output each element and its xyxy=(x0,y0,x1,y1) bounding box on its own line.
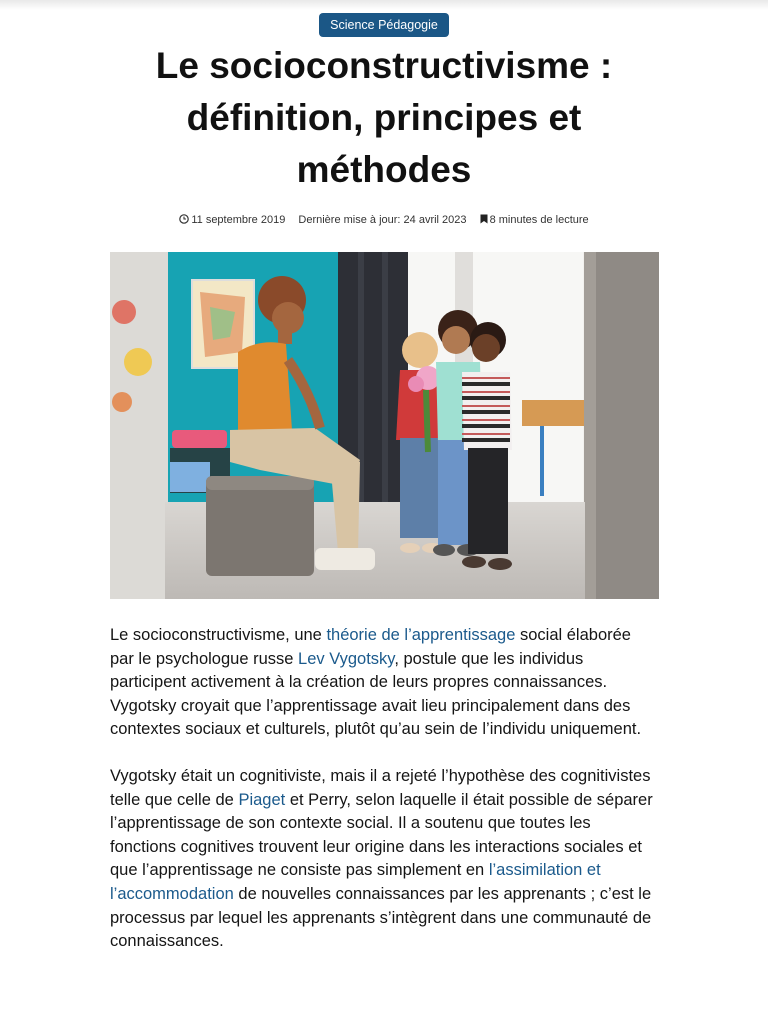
paragraph-intro xyxy=(110,624,658,742)
paragraph-text: social élaborée par le psychologue russe xyxy=(110,626,631,668)
clock-icon xyxy=(179,214,189,224)
paragraph-text: Le socioconstructivisme, une xyxy=(110,626,327,644)
published-date-text: 11 septembre 2019 xyxy=(191,214,286,226)
published-date xyxy=(179,214,288,226)
classroom-illustration xyxy=(110,252,659,599)
paragraph-text: , postule que les individus participent activement à la création de leurs propres connaissances. Vygotsky croyait que l’apprentissage avait lieu principalement dans des contextes sociaux et culturels, plutôt qu’au sein de l’individu uniquement. xyxy=(110,649,642,739)
link-piaget[interactable]: Piaget xyxy=(238,790,286,809)
category-badge[interactable]: Science Pédagogie xyxy=(319,13,449,37)
link-lev-vygotsky[interactable]: Lev Vygotsky xyxy=(298,649,395,668)
post-meta xyxy=(0,214,768,226)
link-learning-theory[interactable]: théorie de l’apprentissage xyxy=(326,626,516,644)
updated-date: Dernière mise à jour: 24 avril 2023 xyxy=(298,214,467,226)
article-body xyxy=(110,624,658,977)
paragraph-text: Vygotsky était un cognitiviste, mais il a rejeté l’hypothèse des cognitivistes telle que celle de xyxy=(110,766,651,809)
paragraph-second xyxy=(110,765,658,954)
reading-time xyxy=(480,214,589,226)
bookmark-icon xyxy=(480,214,488,224)
category-wrapper xyxy=(0,13,768,37)
top-border xyxy=(0,0,768,10)
paragraph-text: de nouvelles connaissances par les apprenants ; c’est le processus par lequel les apprenants s’intègrent dans une communauté de connaissances. xyxy=(110,884,652,951)
reading-time-text: 8 minutes de lecture xyxy=(489,214,589,226)
link-assimilation-accommodation[interactable]: l’assimilation et l’accommodation xyxy=(110,861,601,903)
page-title: Le socioconstructivisme : définition, principes et méthodes xyxy=(155,45,613,190)
hero-image xyxy=(110,252,659,599)
paragraph-text: et Perry, selon laquelle il était possible de séparer l’apprentissage de son contexte social. Il a soutenu que toutes les fonctions cognitives trouvent leur origine dans les interactions sociales et que l’apprentissage ne consiste pas simplement en xyxy=(110,790,653,880)
